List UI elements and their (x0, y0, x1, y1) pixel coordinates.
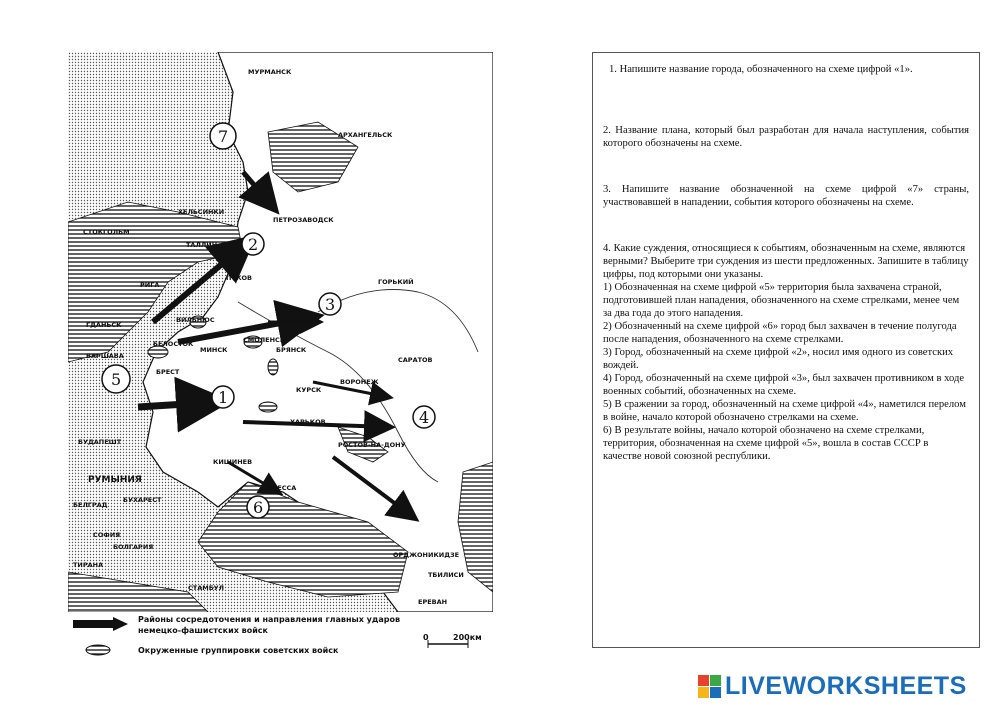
encircled-group-kiev (259, 402, 277, 412)
liveworksheets-logo (698, 672, 967, 700)
number-marker-2 (242, 233, 264, 255)
legend-encircled-icon (86, 645, 110, 655)
logo-tile-e (710, 687, 721, 698)
city-pskov: ПСКОВ (226, 274, 253, 282)
svg-text:1: 1 (218, 388, 229, 407)
city-yerevan: ЕРЕВАН (418, 598, 448, 606)
city-budapest: БУДАПЕШТ (78, 438, 122, 446)
question-2: 2. Название плана, который был разработан для начала наступления, события которого обозначены на схеме. (603, 125, 969, 149)
number-marker-1 (212, 386, 234, 408)
city-bucharest: БУХАРЕСТ (123, 496, 162, 504)
svg-text:0: 0 (423, 633, 429, 642)
city-kharkov: ХАРЬКОВ (290, 418, 326, 426)
statement-1: 1) Обозначенная на схеме цифрой «5» территория была захвачена страной, подготовившей план нападения, обозначенного на схеме стрелками, менее чем за два года до этого нападения. (603, 282, 960, 319)
city-brest: БРЕСТ (156, 368, 180, 376)
svg-text:2: 2 (248, 235, 259, 254)
logo-tile-l (698, 675, 709, 686)
logo-icon (698, 675, 721, 698)
city-odessa: ОДЕССА (266, 484, 297, 492)
city-helsinki: ХЕЛЬСИНКИ (178, 208, 225, 216)
number-marker-4 (413, 406, 435, 428)
city-istanbul: СТАМБУЛ (188, 584, 225, 592)
svg-text:Районы сосредоточения и направ: Районы сосредоточения и направления главных ударов (138, 615, 401, 624)
city-arkhangelsk: АРХАНГЕЛЬСК (338, 131, 393, 139)
city-voronezh: ВОРОНЕЖ (340, 378, 379, 386)
city-belgrade: БЕЛГРАД (73, 501, 108, 509)
number-marker-5 (102, 365, 130, 393)
city-bryansk: БРЯНСК (276, 346, 307, 354)
statement-3: 3) Город, обозначенный на схеме цифрой «2», носил имя одного из советских вождей. (603, 347, 954, 371)
city-sofia: СОФИЯ (93, 531, 121, 539)
logo-tile-v (698, 687, 709, 698)
city-rostov: РОСТОВ-НА-ДОНУ (338, 441, 406, 449)
city-saratov: САРАТОВ (398, 356, 433, 364)
city-warsaw: ВАРШАВА (86, 352, 124, 360)
encircled-group-bryansk (268, 359, 278, 375)
city-smolensk: СМОЛЕНСК (243, 336, 286, 344)
city-kishinev: КИШИНЕВ (213, 458, 253, 466)
city-ordzhonikidze: ОРДЖОНИКИДЗЕ (393, 551, 460, 559)
svg-text:Окруженные группировки советск: Окруженные группировки советских войск (138, 646, 339, 655)
number-marker-7 (210, 123, 236, 149)
svg-text:3: 3 (325, 295, 336, 314)
svg-text:6: 6 (253, 498, 264, 517)
city-riga: РИГА (140, 281, 160, 289)
statement-2: 2) Обозначенный на схеме цифрой «6» город был захвачен в течение полугода после нападения, обозначенного на схеме стрелками. (603, 321, 957, 345)
map-svg (68, 52, 493, 660)
city-gdansk: ГДАНЬСК (86, 321, 122, 329)
svg-text:200км: 200км (453, 633, 482, 642)
country-romania: РУМЫНИЯ (88, 475, 142, 485)
attack-arrow-south (138, 402, 218, 407)
question-4-intro: 4. Какие суждения, относящиеся к событиям, обозначенным на схеме, являются верными? Выберите три суждения из шести предложенных. Запишите в таблицу цифры, под которыми они указаны. (603, 243, 969, 280)
city-gorky: ГОРЬКИЙ (378, 278, 414, 286)
number-marker-3 (319, 293, 341, 315)
statement-4: 4) Город, обозначенный на схеме цифрой «3», был захвачен противником в ходе военных событий, обозначенных на схеме. (603, 373, 965, 397)
number-marker-6 (247, 496, 269, 518)
logo-tile-i (710, 675, 721, 686)
city-tirana: ТИРАНА (73, 561, 104, 569)
questions-panel (592, 52, 980, 648)
statement-6: 6) В результате войны, начало которой обозначено на схеме стрелками, территория, обозначенная на схеме цифрой «5», вошла в состав СССР в качестве новой союзной республики. (603, 425, 929, 462)
city-tbilisi: ТБИЛИСИ (428, 571, 464, 579)
svg-text:4: 4 (419, 408, 430, 427)
svg-text:5: 5 (111, 370, 122, 389)
question-4 (603, 242, 969, 463)
city-petrozavodsk: ПЕТРОЗАВОДСК (273, 216, 334, 224)
city-vilnius: ВИЛЬНЮС (176, 316, 215, 324)
city-bialystok: БЕЛОСТОК (153, 340, 194, 348)
svg-text:7: 7 (218, 127, 229, 146)
city-murmansk: МУРМАНСК (248, 68, 292, 76)
question-1: 1. Напишите название города, обозначенного на схеме цифрой «1». (609, 64, 913, 75)
svg-text:немецко-фашистских войск: немецко-фашистских войск (138, 626, 268, 635)
question-3: 3. Напишите название обозначенной на схеме цифрой «7» страны, участвовавшей в нападении, события которого обозначены на схеме. (603, 184, 969, 208)
city-vyazma: ВЯЗЬМА (283, 318, 315, 326)
logo-text: LIVEWORKSHEETS (725, 671, 967, 700)
city-tallinn: ТАЛЛИН (186, 241, 218, 249)
city-kursk: КУРСК (296, 386, 322, 394)
country-bulgaria: БОЛГАРИЯ (113, 543, 154, 551)
statement-5: 5) В сражении за город, обозначенный на схеме цифрой «4», наметился перелом в войне, начало которой обозначено стрелками на схеме. (603, 399, 966, 423)
city-stockholm: СТОКГОЛЬМ (83, 228, 130, 236)
historical-map (68, 52, 493, 660)
city-minsk: МИНСК (200, 346, 228, 354)
